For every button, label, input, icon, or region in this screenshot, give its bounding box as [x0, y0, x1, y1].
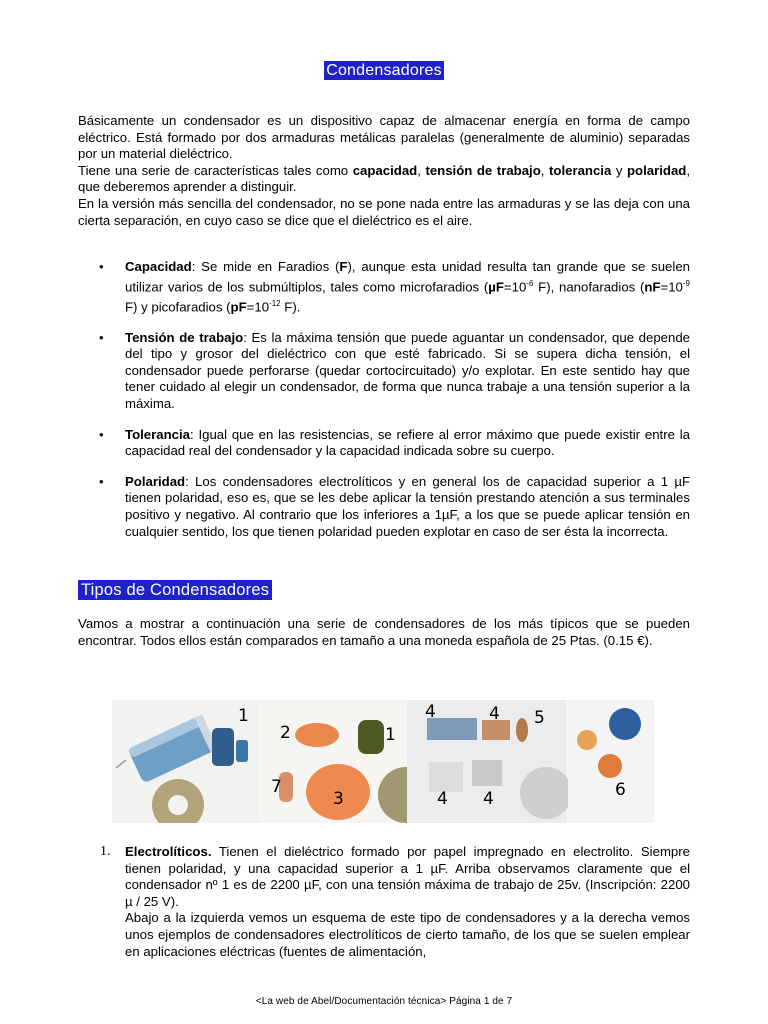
text-run: =10 [660, 278, 683, 294]
exponent: -12 [269, 298, 281, 308]
text-run: ), aunque esta unidad resulta tan grande que se suelen utilizar varios de los submúltiplos, tales como microfaradios ( [125, 259, 690, 294]
bold-term: F [339, 259, 348, 274]
text-run: =10 [503, 278, 527, 294]
page-title: Condensadores [326, 62, 442, 79]
photo-label: 4 [425, 702, 436, 722]
page-title-wrap [0, 62, 768, 80]
list-item-polaridad [78, 474, 690, 540]
text-run: : Los condensadores electrolíticos y en general los de capacidad superior a 1 µF tienen polaridad, eso es, que se les debe aplicar la tensión prestando atención a sus terminales positivo y negativo. Al contrario que los inferiores a 1µF, a los que se puede aplicar tensión en cualquier sentido, los que tienen polaridad pueden explotar en caso de ser ésta la incorrecta. [125, 473, 690, 539]
bold-term: Polaridad [125, 473, 186, 489]
photo-label: 3 [333, 789, 344, 809]
list-number: 1. [100, 844, 111, 859]
bold-term: Electrolíticos. [125, 844, 212, 859]
bold-term: µF [488, 278, 504, 294]
bullet-icon: • [99, 426, 104, 442]
photo-label: 5 [534, 708, 545, 728]
text-run: , [540, 162, 549, 178]
bold-term: polaridad [627, 162, 687, 178]
bullet-icon: • [99, 473, 104, 489]
text-run: : Es la máxima tensión que puede aguantar un condensador, que depende del tipo y grosor del dieléctrico con que esté fabricado. Si se supera dicha tensión, el condensador puede perforarse (quedar cortocircuitado) y/o explotar. En este sentido hay que tener cuidado al elegir un condensador, de forma que nunca trabaje a una tensión superior a la máxima. [125, 329, 690, 411]
text-run: Tiene una serie de características tales como [78, 162, 353, 178]
text-run: y [611, 162, 627, 178]
bold-term: pF [230, 298, 247, 314]
photo-label: 4 [437, 789, 448, 809]
list-item-electroliticos [78, 844, 690, 960]
photo-label: 7 [271, 777, 282, 797]
bold-term: tensión de trabajo [425, 162, 541, 178]
bold-term: Tensión de trabajo [125, 329, 244, 345]
bullet-icon: • [99, 329, 104, 345]
list-item-tolerancia [78, 427, 690, 460]
photo-label: 2 [280, 723, 291, 743]
text-run: F). [280, 298, 301, 314]
text-run: F), nanofaradios ( [533, 278, 645, 294]
text-run: Tienen el dieléctrico formado por papel impregnado en electrolito. Siempre tienen polaridad, y una capacidad superior a 1 µF. Arriba observamos claramente que el condensador nº 1 es de 2200 µF, con una tensión máxima de trabajo de 25v. (Inscripción: 2200 µ / 25 V). [125, 844, 690, 909]
text-run: =10 [246, 298, 270, 314]
types-list [78, 844, 690, 960]
text-run: : Se mide en Faradios ( [191, 259, 340, 274]
page-footer: <La web de Abel/Documentación técnica> Página 1 de 7 [255, 996, 513, 1007]
capacitors-photo [112, 700, 654, 823]
section-intro: Vamos a mostrar a continuación una serie de condensadores de los más típicos que se pueden encontrar. Todos ellos están comparados en tamaño a una moneda española de 25 Ptas. (0.15 €). [78, 616, 690, 648]
text-run: , que deberemos aprender a distinguir. [78, 162, 691, 195]
intro-paragraph-3: En la versión más sencilla del condensador, no se pone nada entre las armaduras y se las deja con una cierta separación, en cuyo caso se dice que el dieléctrico es el aire. [78, 195, 690, 228]
exponent: -9 [682, 278, 690, 288]
bold-term: tolerancia [549, 162, 612, 178]
text-run: , [417, 162, 426, 178]
properties-list [78, 259, 690, 554]
photo-label: 4 [483, 789, 494, 809]
bullet-icon: • [99, 259, 104, 274]
intro-text [78, 113, 690, 229]
photo-label: 4 [489, 704, 500, 724]
section-heading-wrap [78, 581, 272, 600]
exponent: -6 [526, 278, 534, 288]
list-item-tension [78, 330, 690, 413]
photo-label: 1 [238, 706, 249, 726]
type-paragraph-1 [125, 844, 690, 910]
photo-label: 1 [385, 725, 396, 745]
photo-label: 6 [615, 780, 626, 800]
section-heading: Tipos de Condensadores [78, 580, 272, 600]
list-item-capacidad [78, 259, 690, 316]
bold-term: nF [644, 278, 661, 294]
text-run: : Igual que en las resistencias, se refiere al error máximo que puede existir entre la capacidad real del condensador y la capacidad indicada sobre su cuerpo. [125, 426, 690, 459]
intro-paragraph-2 [78, 163, 690, 196]
type-paragraph-2: Abajo a la izquierda vemos un esquema de este tipo de condensadores y a la derecha vemos unos ejemplos de condensadores electrolíticos de cierto tamaño, de los que se suelen emplear en aplicaciones eléctricas (fuentes de alimentación, [125, 910, 690, 959]
bold-term: capacidad [352, 162, 418, 178]
capacitors-photo-illustration [112, 700, 654, 823]
bold-term: Capacidad [125, 259, 192, 274]
intro-paragraph-1: Básicamente un condensador es un dispositivo capaz de almacenar energía en forma de campo eléctrico. Está formado por dos armaduras metálicas paralelas (generalmente de aluminio) separadas por un material dieléctrico. [78, 113, 690, 162]
text-run: F) y picofaradios ( [125, 298, 231, 314]
bold-term: Tolerancia [125, 426, 190, 442]
